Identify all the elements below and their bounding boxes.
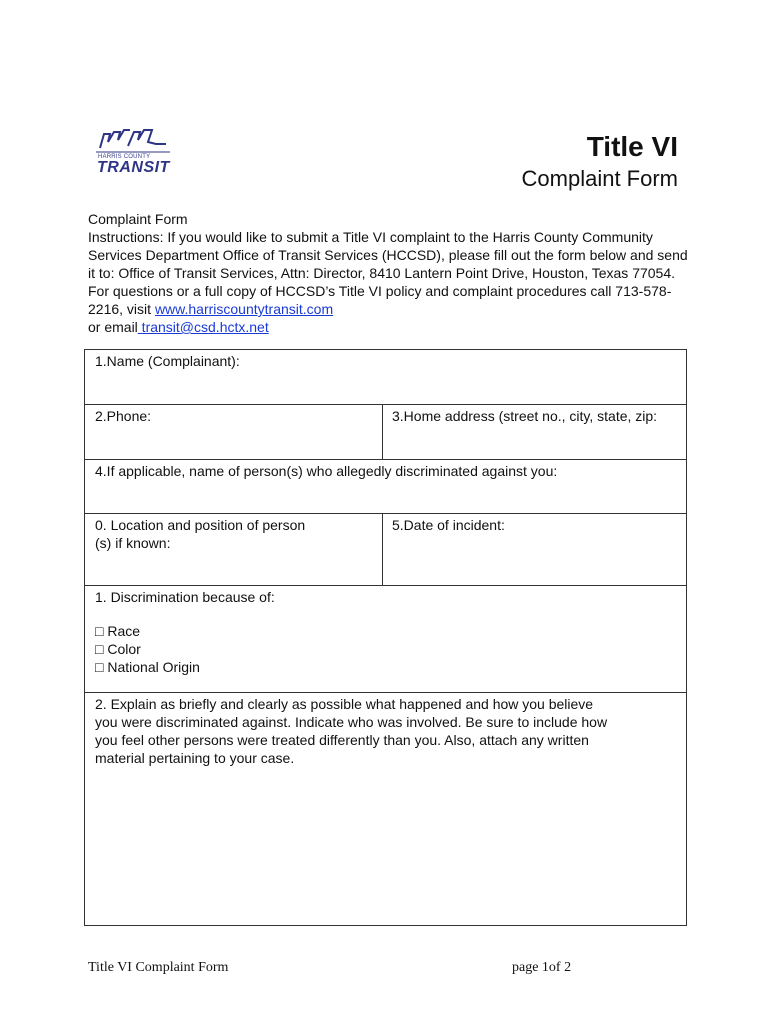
phone-address-row [85, 405, 686, 460]
logo-small-text: HARRIS COUNTY [98, 154, 151, 160]
logo-big-text: TRANSIT [97, 159, 170, 176]
location-label-line-1: 0. Location and position of person [95, 517, 306, 533]
complaint-form-table [84, 349, 687, 926]
intro-heading: Complaint Form [88, 211, 188, 227]
discriminator-name-label: 4.If applicable, name of person(s) who allegedly discriminated against you: [95, 463, 558, 479]
name-row [85, 350, 686, 405]
explain-label-line-1: 2. Explain as briefly and clearly as possible what happened and how you believe [95, 696, 594, 712]
person-row [85, 460, 686, 514]
explain-label-line-3: you feel other persons were treated differently than you. Also, attach any written [95, 732, 589, 748]
phone-field[interactable] [85, 405, 382, 459]
name-label: 1.Name (Complainant): [95, 353, 240, 369]
footer-page-number: page 1of 2 [512, 960, 572, 975]
location-field[interactable] [85, 514, 382, 585]
explain-label-line-2: you were discriminated against. Indicate who was involved. Be sure to include how [95, 714, 608, 730]
discrimination-options [95, 622, 686, 676]
incident-date-label: 5.Date of incident: [392, 517, 505, 533]
email-line [88, 318, 688, 336]
race-checkbox[interactable]: □ Race [95, 623, 141, 639]
incident-date-field[interactable] [382, 514, 686, 585]
explanation-field[interactable] [85, 693, 686, 925]
page-subtitle: Complaint Form [521, 166, 678, 191]
intro-instructions [88, 228, 688, 318]
explain-label-line-4: material pertaining to your case. [95, 750, 295, 766]
color-checkbox[interactable]: □ Color [95, 641, 141, 657]
discrimination-field [85, 586, 686, 692]
home-address-field[interactable] [382, 405, 686, 459]
discrimination-row [85, 586, 686, 693]
instructions-block [88, 210, 688, 336]
website-link[interactable]: www.harriscountytransit.com [154, 301, 334, 317]
page-title: Title VI [586, 131, 678, 162]
national-origin-checkbox[interactable]: □ National Origin [95, 659, 200, 675]
discrimination-label: 1. Discrimination because of: [95, 589, 275, 605]
footer-form-name: Title VI Complaint Form [88, 960, 229, 975]
location-label-line-2: (s) if known: [95, 535, 171, 551]
location-date-row [85, 514, 686, 586]
home-address-label: 3.Home address (street no., city, state, zip: [392, 408, 658, 424]
or-email-text: or email [88, 319, 138, 335]
discriminator-name-field[interactable] [85, 460, 686, 513]
phone-label: 2.Phone: [95, 408, 152, 424]
name-field[interactable] [85, 350, 686, 404]
email-link[interactable]: transit@csd.hctx.net [137, 319, 269, 335]
instructions-text: Instructions: If you would like to submit a Title VI complaint to the Harris County Community Services Department Office of Transit Services (HCCSD), please fill out the form below and send it to: Office of Transit Services, Attn: Director, 8410 Lantern Point Drive, Houston, Texas 77054. For questions or a full copy of HCCSD’s Title VI policy and complaint procedures call 713-578-2216, visit [88, 229, 688, 317]
explain-row [85, 693, 686, 925]
harris-county-transit-logo [94, 126, 174, 180]
